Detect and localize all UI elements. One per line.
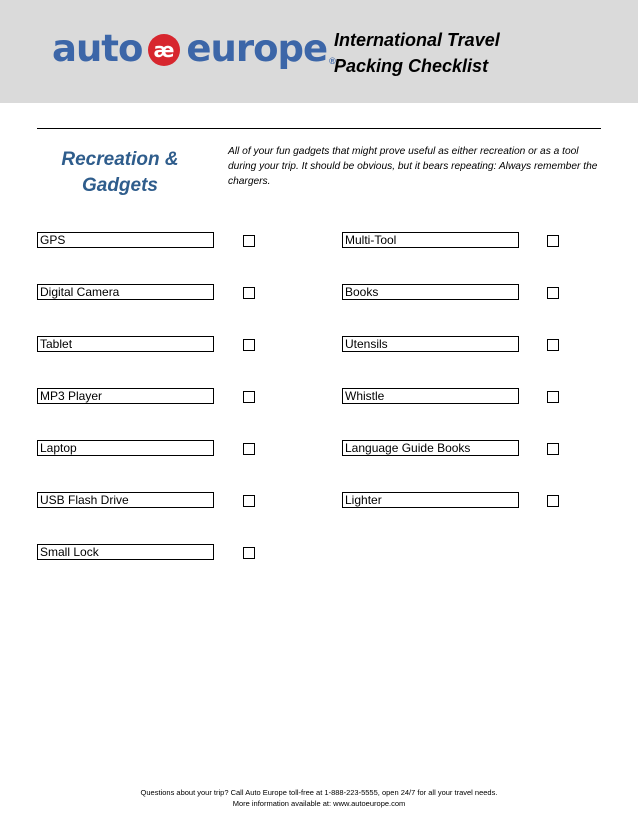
- page-footer: [0, 788, 638, 809]
- logo-text-auto: auto: [52, 26, 143, 70]
- logo-mark-icon: [148, 34, 180, 66]
- item-checkbox[interactable]: [243, 443, 255, 455]
- item-checkbox[interactable]: [547, 235, 559, 247]
- item-checkbox[interactable]: [547, 495, 559, 507]
- footer-line-2: More information available at: www.autoeurope.com: [232, 798, 406, 808]
- item-checkbox[interactable]: [243, 547, 255, 559]
- title-line-1: International Travel: [334, 30, 500, 50]
- svg-text:æ: æ: [153, 38, 175, 62]
- item-label-field: Utensils: [342, 336, 519, 352]
- item-label-field: USB Flash Drive: [37, 492, 214, 508]
- item-label-field: Whistle: [342, 388, 519, 404]
- item-checkbox[interactable]: [243, 235, 255, 247]
- item-label-field: MP3 Player: [37, 388, 214, 404]
- section-title: [40, 147, 200, 199]
- logo-text-europe: europe: [186, 26, 328, 70]
- item-label-field: Language Guide Books: [342, 440, 519, 456]
- section-intro: All of your fun gadgets that might prove useful as either recreation or as a tool during your trip. It should be obvious, but it bears repeating: Always remember the chargers.: [228, 146, 598, 187]
- item-checkbox[interactable]: [243, 287, 255, 299]
- section-divider: [37, 128, 601, 129]
- footer-line-1: Questions about your trip? Call Auto Europe toll-free at 1-888-223-5555, open 24/7 for all your travel needs.: [140, 788, 498, 797]
- item-checkbox[interactable]: [243, 339, 255, 351]
- item-label-field: Small Lock: [37, 544, 214, 560]
- item-label-field: Lighter: [342, 492, 519, 508]
- registered-mark: ®: [329, 56, 336, 66]
- item-label-field: Multi-Tool: [342, 232, 519, 248]
- item-checkbox[interactable]: [547, 339, 559, 351]
- title-line-2: Packing Checklist: [334, 56, 489, 76]
- item-label-field: Books: [342, 284, 519, 300]
- page-header: [0, 0, 638, 103]
- section-title-line-1: Recreation &: [61, 149, 179, 170]
- item-label-field: Laptop: [37, 440, 214, 456]
- item-checkbox[interactable]: [243, 391, 255, 403]
- auto-europe-logo: [52, 26, 336, 70]
- document-title: [334, 27, 500, 79]
- item-checkbox[interactable]: [547, 391, 559, 403]
- item-label-field: GPS: [37, 232, 214, 248]
- item-checkbox[interactable]: [243, 495, 255, 507]
- section-title-line-2: Gadgets: [81, 175, 159, 196]
- item-checkbox[interactable]: [547, 287, 559, 299]
- item-checkbox[interactable]: [547, 443, 559, 455]
- item-label-field: Tablet: [37, 336, 214, 352]
- item-label-field: Digital Camera: [37, 284, 214, 300]
